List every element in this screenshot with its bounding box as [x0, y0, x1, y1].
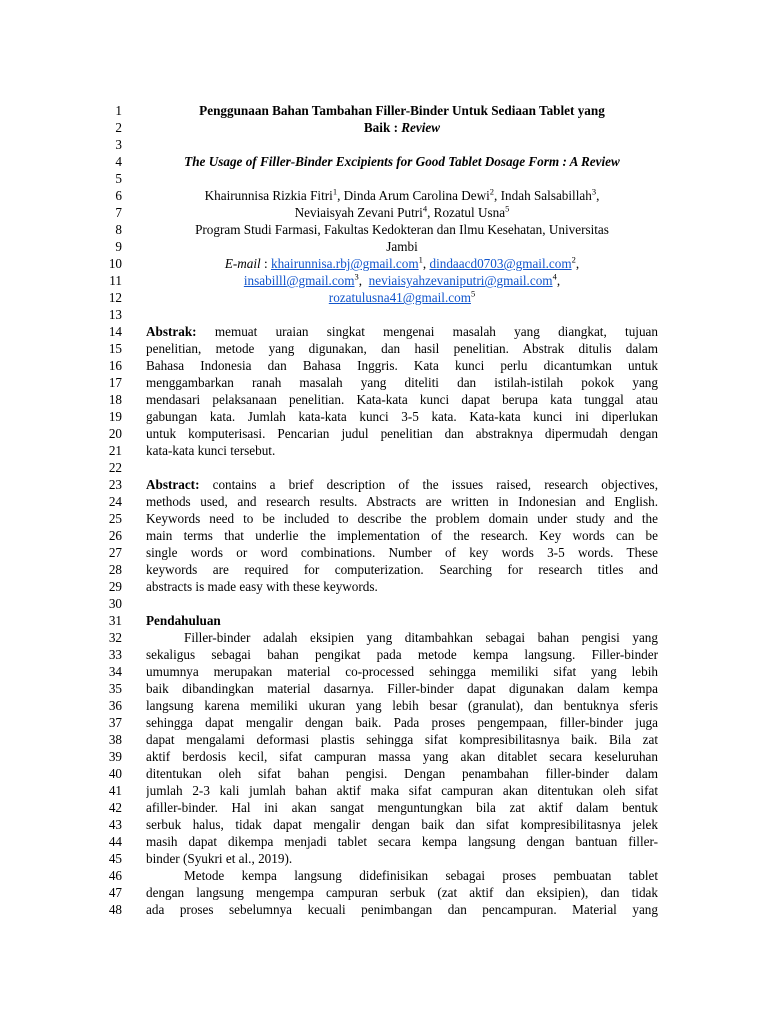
- email-label: E-mail: [224, 256, 261, 271]
- paper-title-line-1: Penggunaan Bahan Tambahan Filler-Binder Untuk Sediaan Tablet yang: [199, 103, 605, 118]
- abstrak-line: menggambarkan ranah masalah yang diteliti dan istilah-istilah pokok yang: [146, 375, 658, 390]
- abstract-text: contains a brief description of the issues raised, research objectives,: [199, 477, 658, 492]
- author-sep: ,: [596, 188, 600, 203]
- email-sep: ,: [556, 273, 561, 288]
- line-number: 19: [108, 409, 122, 424]
- line-number: 22: [108, 460, 122, 475]
- body-text-line: ditentukan oleh sifat bahan pengisi. Dengan penambahan filler-binder dalam: [146, 766, 658, 781]
- email-colon: :: [260, 256, 271, 271]
- line-number: 44: [108, 834, 122, 849]
- body-text-line: dapat mengalami deformasi plastis sehingga sifat kompresibilitasnya baik. Bila zat: [146, 732, 658, 747]
- line-number: 29: [108, 579, 122, 594]
- abstract-line: keywords are required for computerization. Searching for research titles and: [146, 562, 658, 577]
- authors-line-2: [146, 204, 658, 221]
- line-number: 42: [108, 800, 122, 815]
- author-2: Dinda Arum Carolina Dewi: [343, 188, 490, 203]
- line-number: 32: [108, 630, 122, 645]
- email-link-4[interactable]: neviaisyahzevaniputri@gmail.com: [368, 273, 553, 288]
- abstrak-line: gabungan kata. Jumlah kata-kata kunci 3-5 kata. Kata-kata kunci ini diperlukan: [146, 409, 658, 424]
- body-text-line: afiller-binder. Hal ini akan sangat menguntungkan bila zat aktif dalam bentuk: [146, 800, 658, 815]
- email-line-3: [146, 289, 658, 306]
- line-number: 11: [109, 273, 122, 288]
- line-number: 46: [108, 868, 122, 883]
- author-sep: ,: [494, 188, 501, 203]
- author-sep: ,: [337, 188, 344, 203]
- author-sep: ,: [427, 205, 434, 220]
- line-number: 27: [108, 545, 122, 560]
- author-4: Neviaisyah Zevani Putri: [294, 205, 423, 220]
- body-text-line: serbuk halus, tidak dapat mengalir dengan baik dan sifat kompresibilitasnya jelek: [146, 817, 658, 832]
- line-number: 28: [108, 562, 122, 577]
- section-heading-pendahuluan: Pendahuluan: [146, 613, 221, 628]
- abstrak-line: kata-kata kunci tersebut.: [146, 443, 276, 458]
- line-number: 20: [108, 426, 122, 441]
- line-number: 14: [108, 324, 122, 339]
- line-number: 38: [108, 732, 122, 747]
- author-1-sup: 1: [332, 186, 338, 197]
- paper-title-english: The Usage of Filler-Binder Excipients for Good Tablet Dosage Form : A Review: [184, 154, 620, 169]
- line-number: 23: [108, 477, 122, 492]
- line-number: 41: [108, 783, 122, 798]
- line-number: 5: [115, 171, 122, 186]
- line-number: 10: [108, 256, 122, 271]
- abstrak-label: Abstrak:: [146, 324, 197, 339]
- line-number: 47: [108, 885, 122, 900]
- email-link-3[interactable]: insabilll@gmail.com: [243, 273, 355, 288]
- email-line-2: [146, 272, 658, 289]
- author-4-sup: 4: [422, 203, 428, 214]
- abstrak-line: penelitian, metode yang digunakan, dan hasil penelitian. Abstrak ditulis dalam: [146, 341, 658, 356]
- body-text-line: jumlah 2-3 kali jumlah bahan aktif maka sifat campuran akan ditentukan oleh sifat: [146, 783, 658, 798]
- abstract-label: Abstract:: [146, 477, 200, 492]
- line-number: 39: [108, 749, 122, 764]
- line-number: 36: [108, 698, 122, 713]
- line-number: 30: [108, 596, 122, 611]
- line-number: 45: [108, 851, 122, 866]
- email-line-1: [146, 255, 658, 272]
- line-number: 24: [108, 494, 122, 509]
- line-number: 35: [108, 681, 122, 696]
- email-4-sup: 4: [552, 271, 557, 282]
- abstract-line: Keywords need to be included to describe the problem domain under study and the: [146, 511, 658, 526]
- abstrak-line: [146, 323, 658, 340]
- abstrak-line: Bahasa Indonesia dan Bahasa Inggris. Kata kunci perlu dicantumkan untuk: [146, 358, 658, 373]
- line-number: 25: [108, 511, 122, 526]
- author-1: Khairunnisa Rizkia Fitri: [204, 188, 333, 203]
- line-number: 31: [108, 613, 122, 628]
- line-number: 17: [108, 375, 122, 390]
- email-3-sup: 3: [354, 271, 359, 282]
- line-number: 40: [108, 766, 122, 781]
- body-text-line: sekaligus sebagai bahan pengikat pada metode kempa langsung. Filler-binder: [146, 647, 658, 662]
- authors-line-1: [146, 187, 658, 204]
- email-sep: ,: [358, 273, 369, 288]
- line-number: 43: [108, 817, 122, 832]
- line-number: 9: [115, 239, 122, 254]
- body-text-line: baik dibandingkan material dasarnya. Filler-binder dapat digunakan dalam kempa: [146, 681, 658, 696]
- abstract-line: methods used, and research results. Abstracts are written in Indonesian and English.: [146, 494, 658, 509]
- line-number: 7: [115, 205, 122, 220]
- abstrak-line: mendasari pelaksanaan penelitian. Kata-kata kunci dapat berupa kata tunggal atau: [146, 392, 658, 407]
- email-link-1[interactable]: khairunnisa.rbj@gmail.com: [270, 256, 419, 271]
- line-number: 33: [108, 647, 122, 662]
- affiliation-line-2: Jambi: [386, 239, 418, 254]
- line-number: 12: [108, 290, 122, 305]
- body-text-line: ada proses sebelumnya kecuali penimbangan dan pencampuran. Material yang: [146, 902, 658, 917]
- abstract-line: [146, 476, 658, 493]
- body-text-line: sehingga dapat mengalir dengan baik. Pada proses pengempaan, filler-binder juga: [146, 715, 658, 730]
- paper-title-line-2: [146, 119, 658, 136]
- line-number: 4: [115, 154, 122, 169]
- email-link-2[interactable]: dindaacd0703@gmail.com: [429, 256, 572, 271]
- line-number: 2: [115, 120, 122, 135]
- line-number: 8: [115, 222, 122, 237]
- line-number: 26: [108, 528, 122, 543]
- affiliation-line-1: Program Studi Farmasi, Fakultas Kedokteran dan Ilmu Kesehatan, Universitas: [195, 222, 609, 237]
- paper-title-review: Review: [401, 120, 441, 135]
- line-number: 13: [108, 307, 122, 322]
- line-number: 1: [115, 103, 122, 118]
- line-number: 18: [108, 392, 122, 407]
- body-text-line: Filler-binder adalah eksipien yang ditambahkan sebagai bahan pengisi yang: [184, 630, 658, 645]
- email-2-sup: 2: [571, 254, 576, 265]
- line-number: 48: [108, 902, 122, 917]
- author-3-sup: 3: [591, 186, 597, 197]
- body-text-line: langsung karena memiliki ukuran yang lebih besar (granulat), dan bentuknya sferis: [146, 698, 658, 713]
- abstrak-line: untuk komputerisasi. Pencarian judul penelitian dan abstraknya dipermudah dengan: [146, 426, 658, 441]
- email-1-sup: 1: [418, 254, 423, 265]
- line-number: 15: [108, 341, 122, 356]
- abstract-line: single words or word combinations. Number of key words 3-5 words. These: [146, 545, 658, 560]
- paper-title-baik: Baik :: [363, 120, 402, 135]
- email-5-sup: 5: [470, 288, 476, 299]
- body-text-line: umumnya merupakan material co-processed sehingga memiliki sifat yang lebih: [146, 664, 658, 679]
- body-text-line: Metode kempa langsung didefinisikan sebagai proses pembuatan tablet: [184, 868, 658, 883]
- line-number: 6: [115, 188, 122, 203]
- line-number: 34: [108, 664, 122, 679]
- author-5: Rozatul Usna: [433, 205, 506, 220]
- body-text-line: binder (Syukri et al., 2019).: [146, 851, 293, 866]
- email-sep: ,: [575, 256, 580, 271]
- line-number: 37: [108, 715, 122, 730]
- abstract-line: main terms that underlie the implementation of the research. Key words can be: [146, 528, 658, 543]
- body-text-line: masih dapat dikempa menjadi tablet secara kempa langsung dengan bantuan filler-: [146, 834, 658, 849]
- body-text-line: aktif berdosis kecil, sifat campuran massa yang akan ditablet secara keseluruhan: [146, 749, 658, 764]
- line-number: 21: [108, 443, 122, 458]
- author-2-sup: 2: [489, 186, 495, 197]
- abstrak-text: memuat uraian singkat mengenai masalah yang diangkat, tujuan: [196, 324, 658, 339]
- line-number: 3: [115, 137, 122, 152]
- author-5-sup: 5: [505, 203, 510, 214]
- email-link-5[interactable]: rozatulusna41@gmail.com: [328, 290, 471, 305]
- line-number: 16: [108, 358, 122, 373]
- email-sep: ,: [422, 256, 430, 271]
- author-3: Indah Salsabillah: [500, 188, 592, 203]
- abstract-line: abstracts is made easy with these keywords.: [146, 579, 378, 594]
- body-text-line: dengan langsung mengempa campuran serbuk (zat aktif dan eksipien), dan tidak: [146, 885, 658, 900]
